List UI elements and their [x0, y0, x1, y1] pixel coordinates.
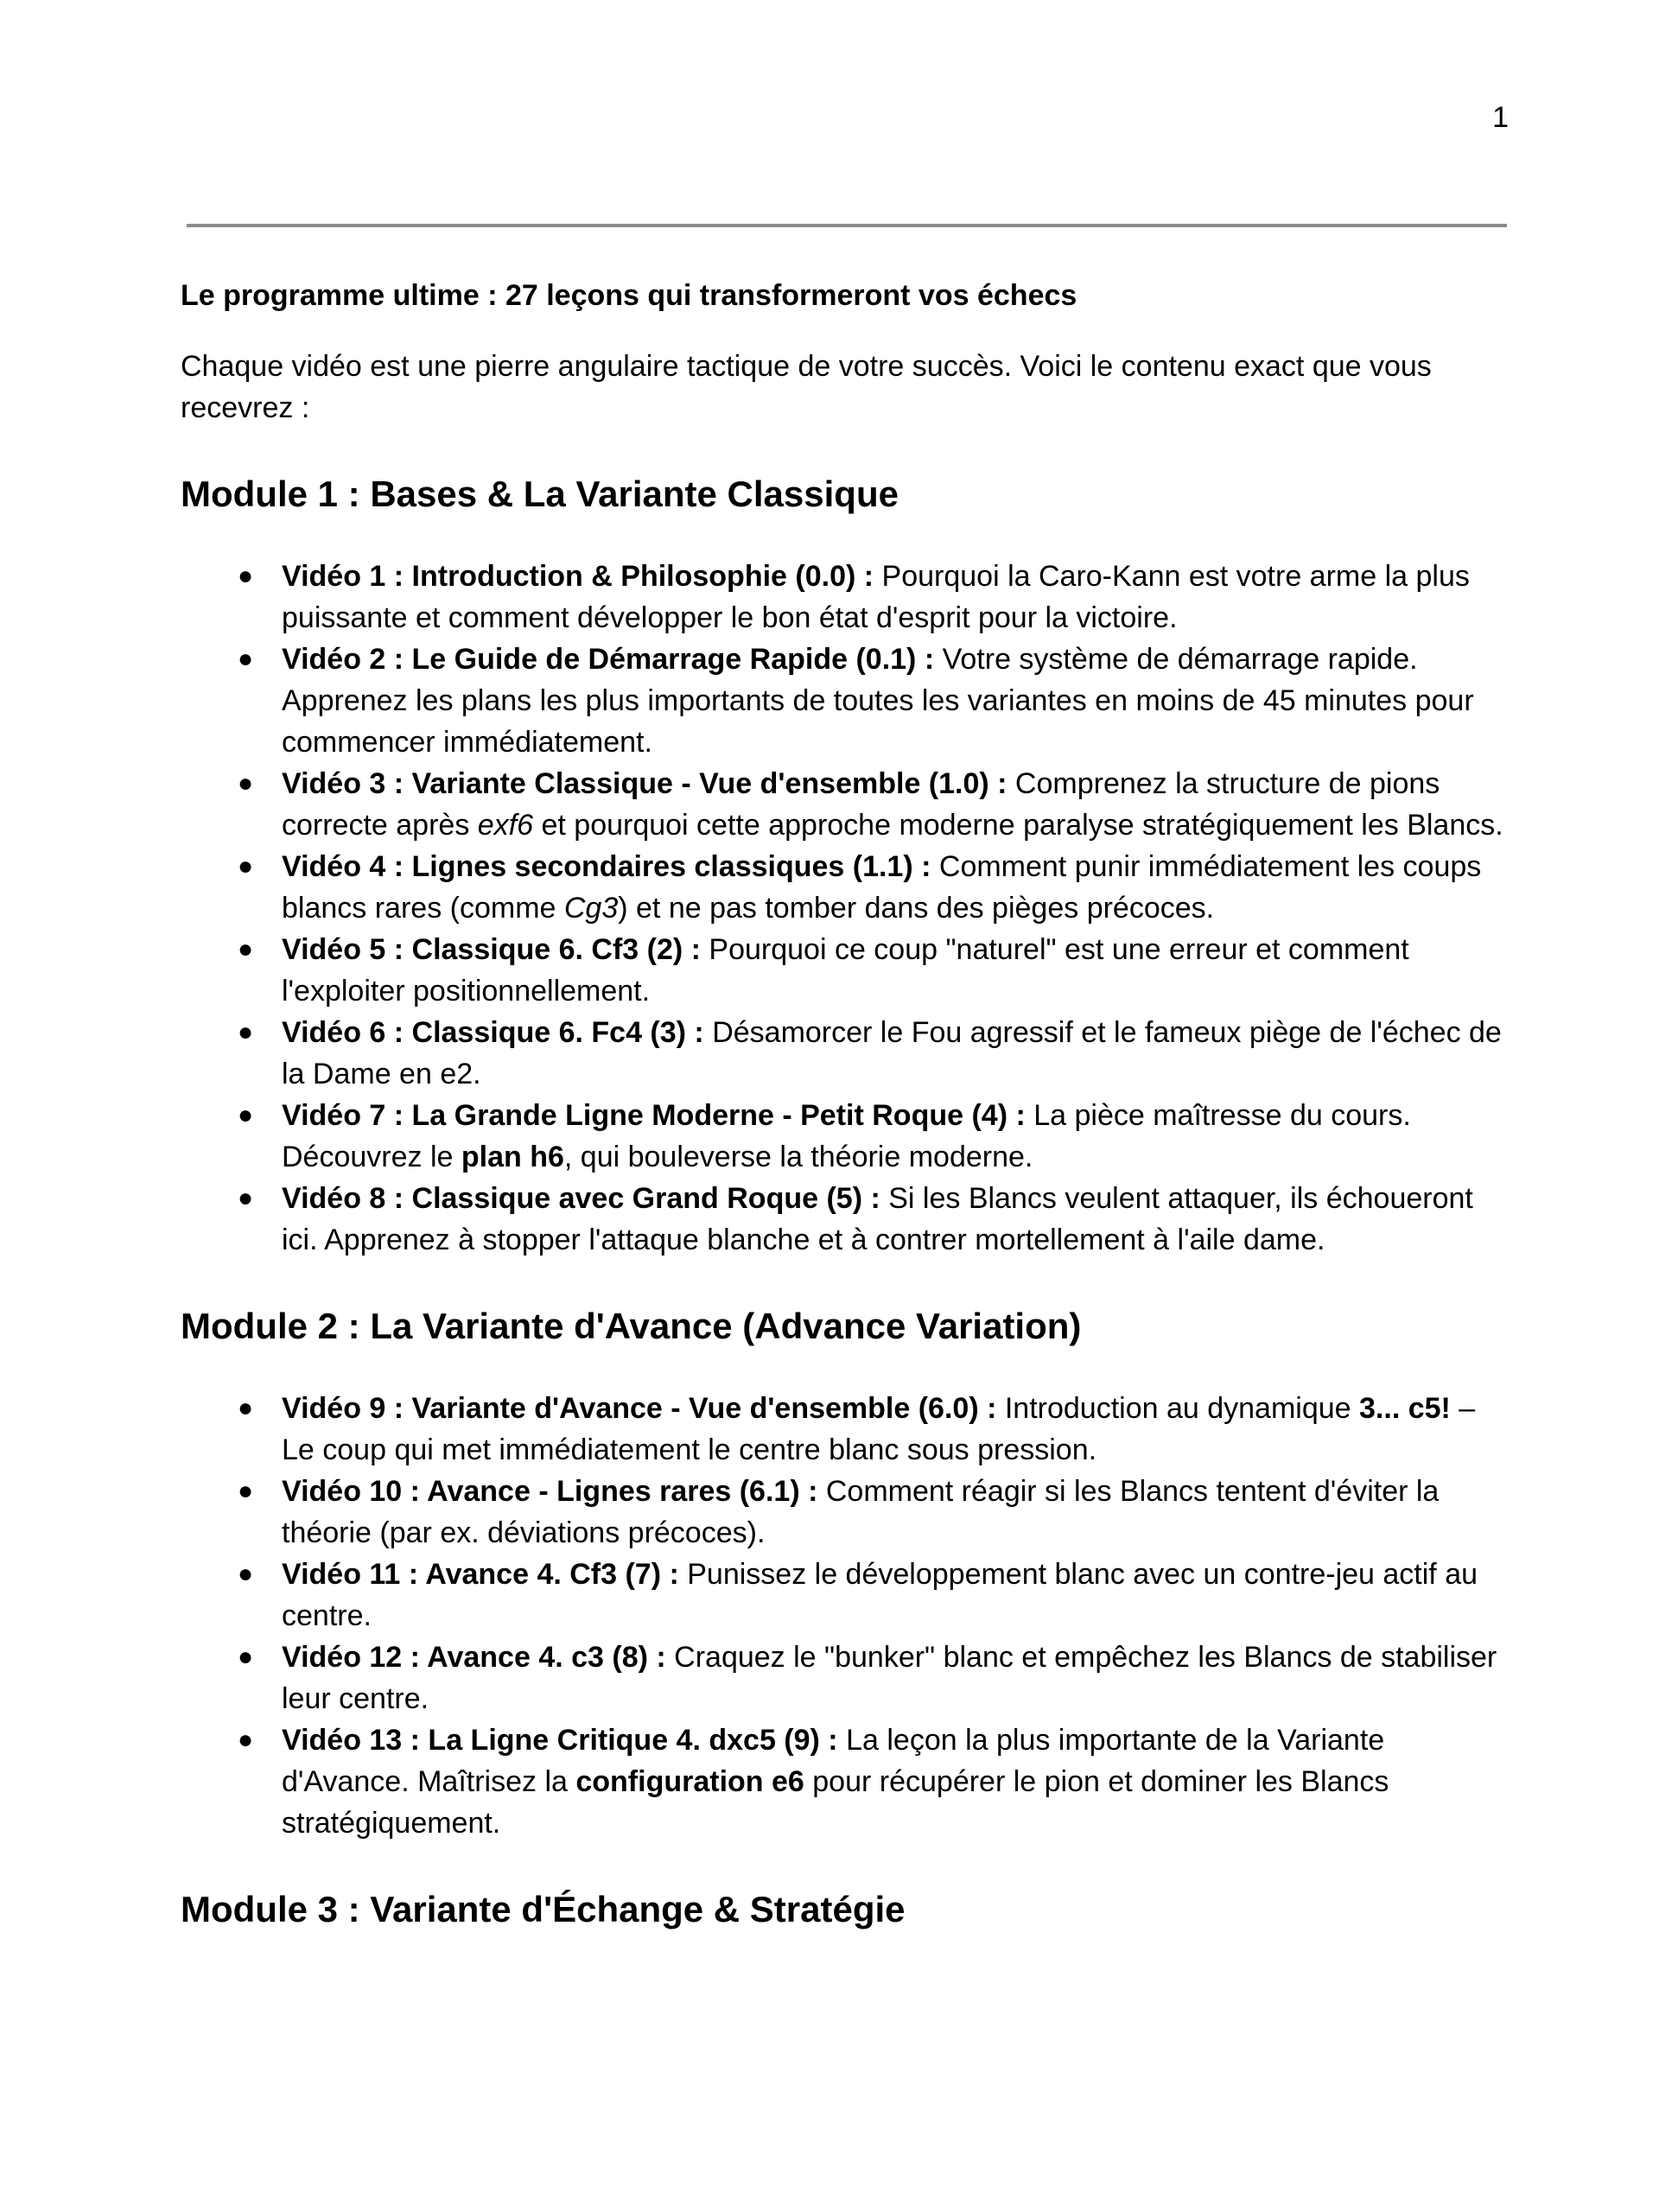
italic-move: Cg3 — [563, 892, 619, 925]
video-label: Vidéo 2 : Le Guide de Démarrage Rapide (0.1) : — [282, 643, 935, 676]
video-label: Vidéo 12 : Avance 4. c3 (8) : — [282, 1641, 666, 1674]
list-item — [181, 1178, 1516, 1261]
video-description: La leçon la plus importante de la Variante d'Avance. Maîtrisez la — [282, 1724, 1385, 1798]
bullet-icon: ● — [238, 1560, 254, 1588]
bullet-icon: ● — [238, 1184, 254, 1212]
video-label: Vidéo 5 : Classique 6. Cf3 (2) : — [282, 933, 701, 966]
video-list — [181, 556, 1516, 1261]
page-number: 1 — [1492, 101, 1509, 134]
list-item — [181, 846, 1516, 929]
bullet-icon: ● — [238, 935, 254, 963]
module-heading: Module 3 : Variante d'Échange & Stratégie — [181, 1889, 906, 1929]
bullet-icon: ● — [238, 1477, 254, 1505]
bullet-icon: ● — [238, 1643, 254, 1671]
bullet-icon: ● — [238, 645, 254, 673]
video-description: Comment réagir si les Blancs tentent d'éviter la théorie (par ex. déviations précoces). — [282, 1475, 1440, 1549]
video-label: Vidéo 10 : Avance - Lignes rares (6.1) : — [282, 1475, 818, 1508]
video-description: Comment punir immédiatement les coups blancs rares (comme — [282, 850, 1482, 925]
list-item — [181, 639, 1516, 763]
video-description: Introduction au dynamique — [996, 1392, 1360, 1425]
list-item — [181, 1095, 1516, 1178]
bullet-icon: ● — [238, 1394, 254, 1422]
video-description: La pièce maîtresse du cours. Découvrez le — [282, 1099, 1411, 1173]
video-description: ) et ne pas tomber dans des pièges précoces. — [618, 892, 1215, 925]
bullet-icon: ● — [238, 1101, 254, 1129]
list-item — [181, 556, 1516, 639]
bullet-icon: ● — [238, 1726, 254, 1754]
bullet-icon: ● — [238, 1018, 254, 1046]
italic-move: exf6 — [477, 809, 534, 842]
video-description: Punissez le développement blanc avec un contre-jeu actif au centre. — [282, 1558, 1478, 1632]
video-description: , qui bouleverse la théorie moderne. — [563, 1141, 1033, 1173]
list-item — [181, 1471, 1516, 1554]
list-item — [181, 763, 1516, 846]
video-label: Vidéo 13 : La Ligne Critique 4. dxc5 (9) : — [282, 1724, 838, 1757]
video-description: – Le coup qui met immédiatement le centre blanc sous pression. — [282, 1392, 1476, 1466]
list-item — [181, 1554, 1516, 1637]
module-heading: Module 1 : Bases & La Variante Classique — [181, 474, 899, 514]
document-body — [181, 275, 1516, 1932]
video-label: Vidéo 11 : Avance 4. Cf3 (7) : — [282, 1558, 679, 1591]
bullet-icon: ● — [238, 852, 254, 880]
list-item — [181, 1637, 1516, 1719]
document-title: Le programme ultime : 27 leçons qui transformeront vos échecs — [181, 279, 1077, 312]
bullet-icon: ● — [238, 562, 254, 590]
video-description: Pourquoi ce coup "naturel" est une erreur et comment l'exploiter positionnellement. — [282, 933, 1409, 1007]
video-description: et pourquoi cette approche moderne paralyse stratégiquement les Blancs. — [533, 809, 1503, 842]
bullet-icon: ● — [238, 769, 254, 798]
video-description: Votre système de démarrage rapide. Apprenez les plans les plus importants de toutes les variantes en moins de 45 minutes pour commencer immédiatement. — [282, 643, 1474, 759]
list-item — [181, 1012, 1516, 1095]
bold-highlight: 3... c5! — [1359, 1392, 1451, 1425]
bold-highlight: configuration e6 — [575, 1765, 804, 1798]
list-item — [181, 1388, 1516, 1471]
intro-paragraph: Chaque vidéo est une pierre angulaire tactique de votre succès. Voici le contenu exact que vous recevrez : — [181, 350, 1432, 424]
video-description: Désamorcer le Fou agressif et le fameux piège de l'échec de la Dame en e2. — [282, 1016, 1502, 1090]
video-description: Si les Blancs veulent attaquer, ils échoueront ici. Apprenez à stopper l'attaque blanche et à contrer mortellement à l'aile dame. — [282, 1182, 1473, 1256]
header-divider — [187, 224, 1507, 227]
list-item — [181, 929, 1516, 1012]
video-label: Vidéo 6 : Classique 6. Fc4 (3) : — [282, 1016, 704, 1049]
video-label: Vidéo 3 : Variante Classique - Vue d'ensemble (1.0) : — [282, 767, 1007, 800]
list-item — [181, 1719, 1516, 1844]
video-label: Vidéo 1 : Introduction & Philosophie (0.0) : — [282, 560, 874, 593]
module-heading: Module 2 : La Variante d'Avance (Advance Variation) — [181, 1306, 1082, 1346]
video-list — [181, 1388, 1516, 1844]
video-label: Vidéo 7 : La Grande Ligne Moderne - Petit Roque (4) : — [282, 1099, 1026, 1132]
video-description: Pourquoi la Caro-Kann est votre arme la plus puissante et comment développer le bon état d'esprit pour la victoire. — [282, 560, 1470, 634]
video-description: Comprenez la structure de pions correcte après — [282, 767, 1440, 842]
video-description: pour récupérer le pion et dominer les Blancs stratégiquement. — [282, 1765, 1389, 1840]
bold-highlight: plan h6 — [461, 1141, 564, 1173]
video-label: Vidéo 8 : Classique avec Grand Roque (5) : — [282, 1182, 880, 1215]
video-label: Vidéo 4 : Lignes secondaires classiques (1.1) : — [282, 850, 931, 883]
video-label: Vidéo 9 : Variante d'Avance - Vue d'ensemble (6.0) : — [282, 1392, 997, 1425]
video-description: Craquez le "bunker" blanc et empêchez les Blancs de stabiliser leur centre. — [282, 1641, 1497, 1715]
